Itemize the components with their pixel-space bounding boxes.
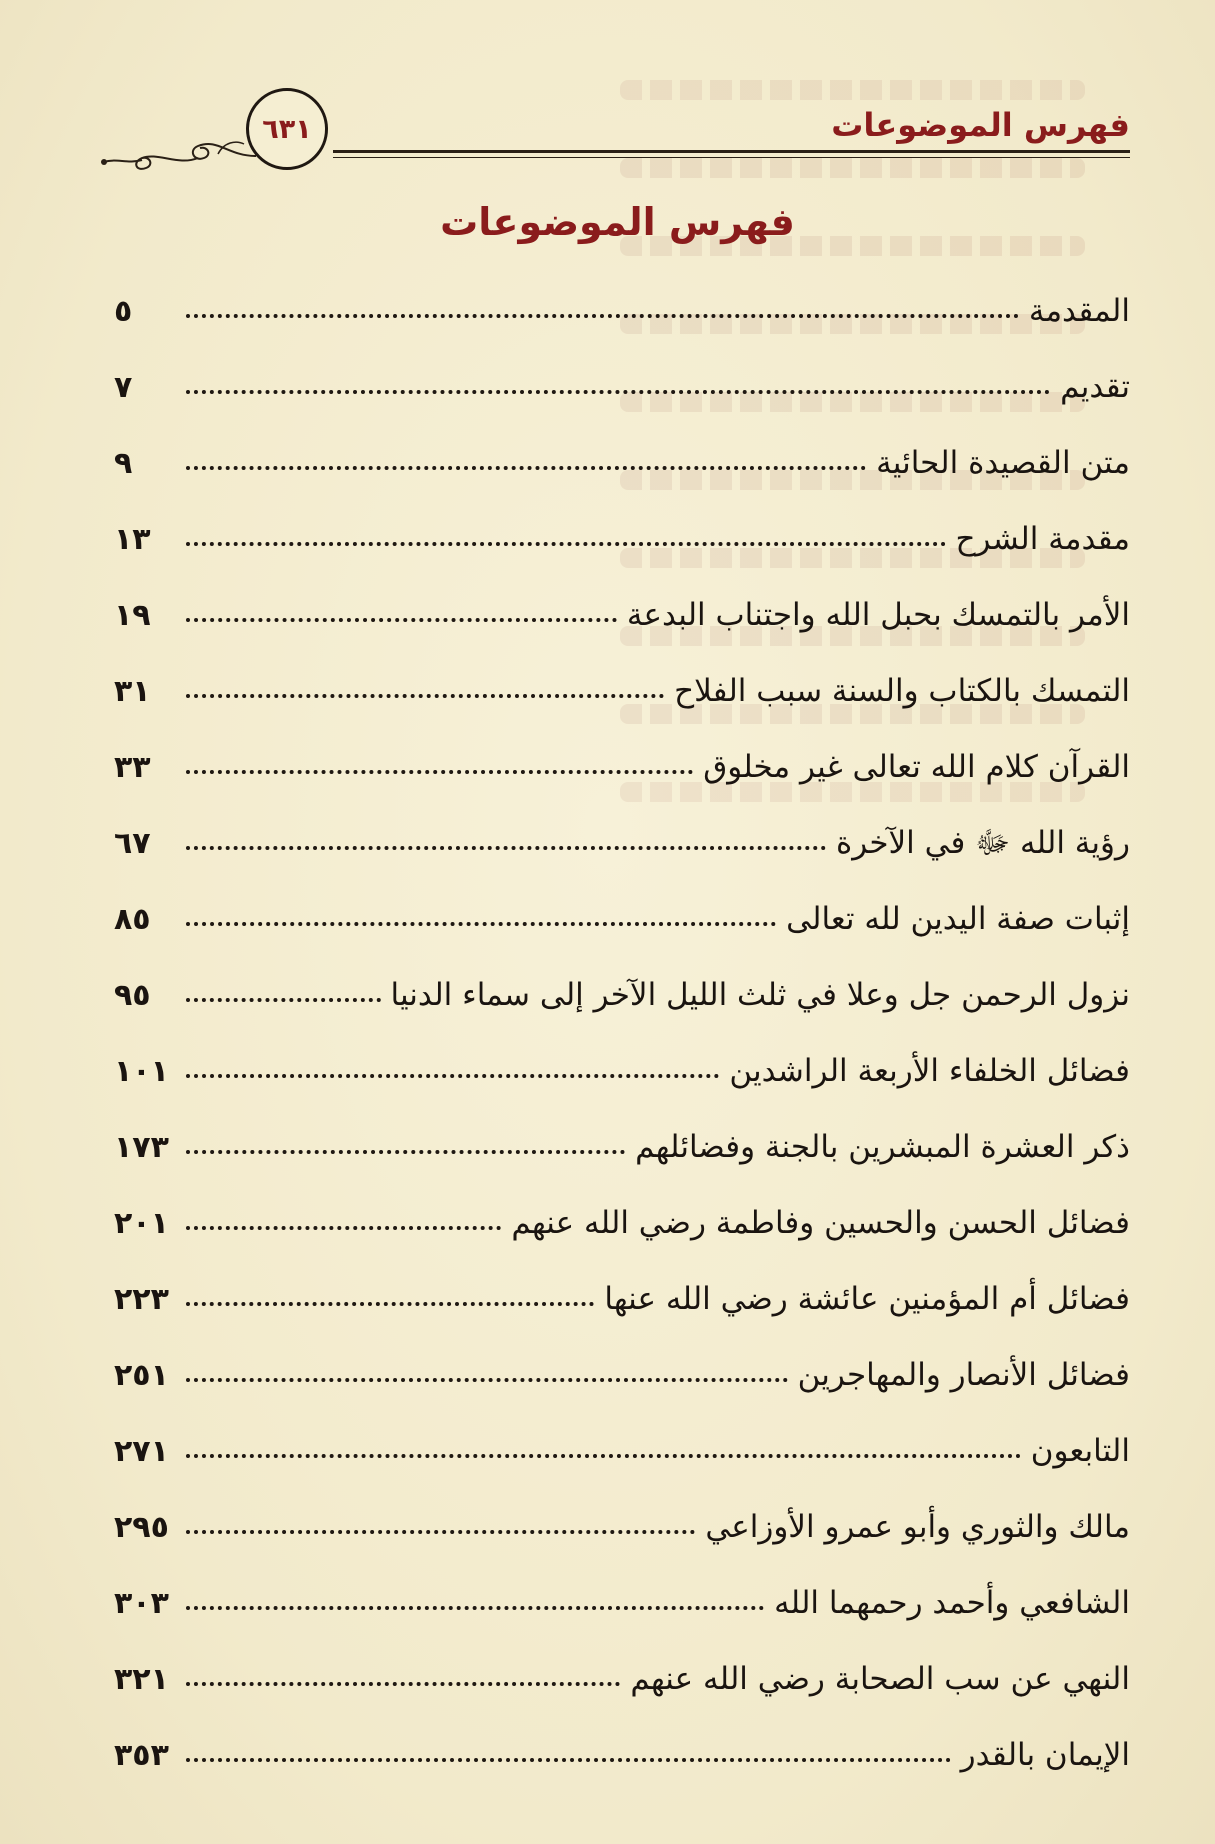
toc-entry [114,1250,1130,1326]
toc-entry [114,1022,1130,1098]
toc-entry-title: ذكر العشرة المبشرين بالجنة وفضائلهم [635,1128,1130,1165]
toc-entry-page: ١٩ [114,598,151,633]
leader-dots [186,1530,695,1534]
toc-entry-title: فضائل الخلفاء الأربعة الراشدين [729,1052,1130,1089]
toc-entry-page: ١٧٣ [114,1130,169,1165]
toc-entry-title: متن القصيدة الحائية [876,444,1130,481]
toc-entry-page: ٥ [114,294,133,329]
toc-entry [114,566,1130,642]
toc-entry-title: مالك والثوري وأبو عمرو الأوزاعي [705,1508,1130,1545]
toc-entry-title: الشافعي وأحمد رحمهما الله [774,1584,1130,1621]
toc-entry [114,490,1130,566]
leader-dots [186,466,866,470]
toc-entry-title: التابعون [1030,1432,1130,1469]
leader-dots [186,846,826,850]
leader-dots [186,1606,764,1610]
toc-entry-page: ٣٥٣ [114,1738,169,1773]
leader-dots [186,770,693,774]
flourish-ornament-icon [98,128,258,178]
leader-dots [186,694,664,698]
toc-entry-page: ٣١ [114,674,151,709]
toc-entry [114,414,1130,490]
toc-entry-page: ٢٠١ [114,1206,169,1241]
leader-dots [186,542,946,546]
leader-dots [186,1302,594,1306]
toc-entry [114,1478,1130,1554]
toc-entry-page: ٧ [114,370,133,405]
leader-dots [186,998,381,1002]
leader-dots [186,618,617,622]
toc-entry-page: ٩ [114,446,133,481]
toc-entry-page: ٢٢٣ [114,1282,169,1317]
toc-entry [114,718,1130,794]
toc-entry-title: القرآن كلام الله تعالى غير مخلوق [703,748,1130,785]
toc-entry-page: ٣٣ [114,750,151,785]
leader-dots [186,314,1019,318]
toc-entry [114,1706,1130,1782]
leader-dots [186,1682,620,1686]
toc-entry [114,1554,1130,1630]
running-title: فهرس الموضوعات [831,106,1130,144]
toc-entry-title: النهي عن سب الصحابة رضي الله عنهم [630,1660,1130,1697]
header-rule-thin [333,157,1130,158]
toc-entry [114,870,1130,946]
toc-entry [114,946,1130,1022]
toc-entry [114,338,1130,414]
leader-dots [186,1454,1021,1458]
toc-entry-page: ١٠١ [114,1054,169,1089]
toc-entry-page: ٢٩٥ [114,1510,169,1545]
toc-entry-page: ٦٧ [114,826,151,861]
table-of-contents [114,262,1130,1782]
toc-entry [114,1630,1130,1706]
leader-dots [186,1150,625,1154]
toc-entry [114,1174,1130,1250]
toc-entry-page: ١٣ [114,522,151,557]
header-rule [333,150,1130,153]
toc-entry [114,794,1130,870]
toc-entry-title: فضائل الحسن والحسين وفاطمة رضي الله عنهم [511,1204,1130,1241]
toc-entry-title: نزول الرحمن جل وعلا في ثلث الليل الآخر إلى سماء الدنيا [390,976,1130,1013]
toc-entry-title: إثبات صفة اليدين لله تعالى [786,900,1130,937]
leader-dots [186,390,1050,394]
toc-entry-title: فضائل الأنصار والمهاجرين [797,1356,1130,1393]
page-header [98,88,1130,178]
toc-entry-page: ٩٥ [114,978,151,1013]
leader-dots [186,1378,788,1382]
toc-entry-title: تقديم [1060,368,1130,405]
toc-entry-page: ٣٢١ [114,1662,169,1697]
leader-dots [186,1074,719,1078]
page-number-badge: ٦٣١ [246,88,328,170]
toc-entry-page: ٨٥ [114,902,151,937]
toc-entry-page: ٢٧١ [114,1434,169,1469]
toc-entry [114,1326,1130,1402]
toc-entry-page: ٣٠٣ [114,1586,169,1621]
toc-entry [114,642,1130,718]
toc-entry-title: فضائل أم المؤمنين عائشة رضي الله عنها [604,1280,1130,1317]
page-title: فهرس الموضوعات [440,200,795,244]
toc-entry [114,1402,1130,1478]
toc-entry-title: مقدمة الشرح [955,520,1130,557]
toc-entry [114,262,1130,338]
leader-dots [186,922,776,926]
toc-entry-page: ٢٥١ [114,1358,169,1393]
leader-dots [186,1226,501,1230]
toc-entry-title: المقدمة [1028,292,1130,329]
toc-entry [114,1098,1130,1174]
leader-dots [186,1758,951,1762]
toc-entry-title: التمسك بالكتاب والسنة سبب الفلاح [674,672,1130,709]
toc-entry-title: الإيمان بالقدر [960,1736,1130,1773]
toc-entry-title: الأمر بالتمسك بحبل الله واجتناب البدعة [626,596,1130,633]
toc-entry-title: رؤية الله ﷻ في الآخرة [835,824,1130,861]
